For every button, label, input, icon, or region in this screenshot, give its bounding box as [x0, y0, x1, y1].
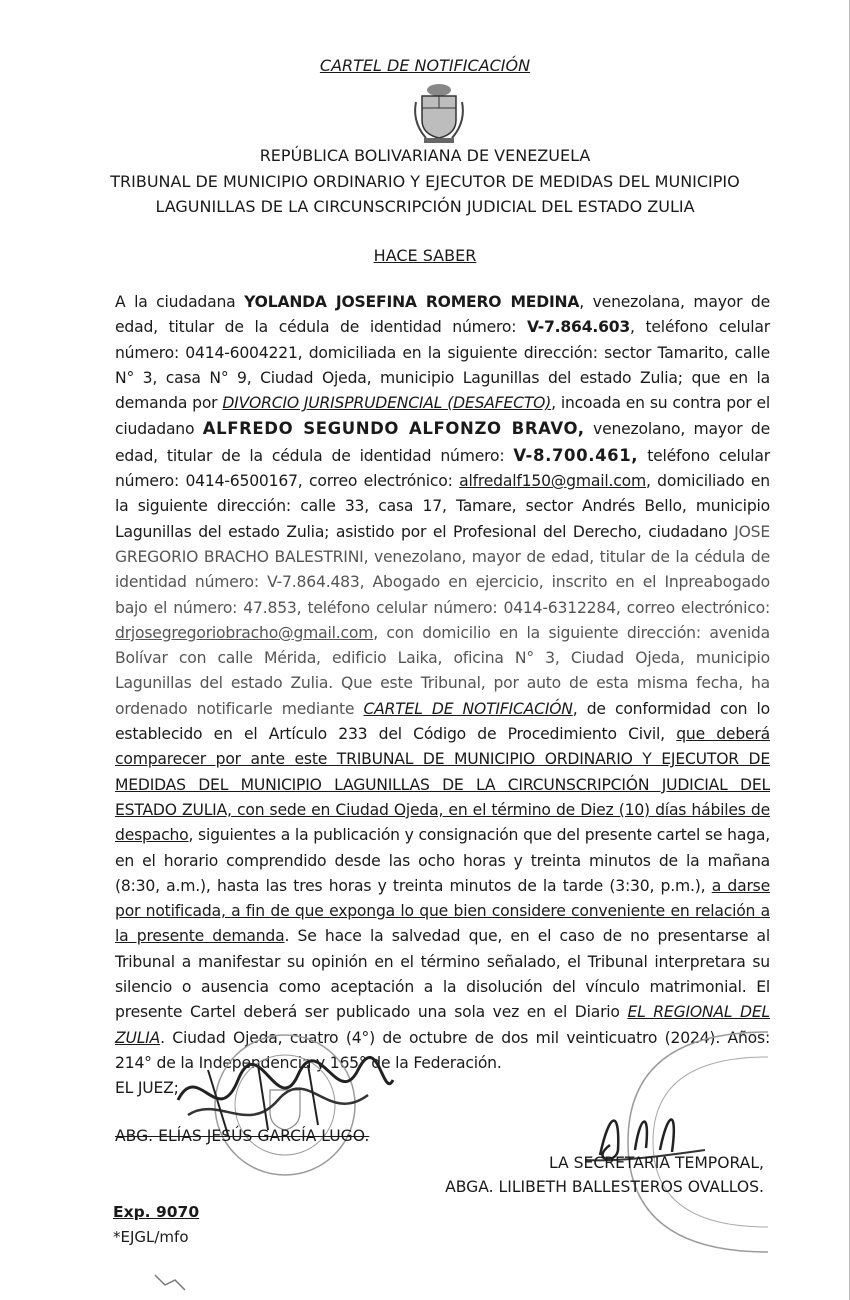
defendant-id: V-7.864.603 [527, 318, 631, 337]
reference-initials: *EJGL/mfo [113, 1228, 189, 1246]
appear-clause: que deberá comparecer por ante este TRIBUNAL DE MUNICIPIO ORDINARIO Y EJECUTOR DE MEDIDAS DEL MUNICIPIO LAGUNILLAS DE LA CIRCUNSCRIPCIÓN JUDICIAL DEL ESTADO ZULIA, con sede en Ciudad Ojeda, en el término de Diez (10) días hábiles de despacho [115, 725, 770, 845]
newspaper-name: EL REGIONAL DEL ZULIA [115, 1003, 770, 1047]
court-heading-line1: TRIBUNAL DE MUNICIPIO ORDINARIO Y EJECUTOR DE MEDIDAS DEL MUNICIPIO [110, 172, 740, 191]
coat-of-arms-icon [412, 82, 466, 144]
body-text-segment: teléfono celular número: 0414-6500167, correo electrónico: [115, 446, 770, 491]
body-text-segment: , de conformidad con lo establecido en el Artículo 233 del Código de Procedimiento Civil, [115, 699, 770, 744]
body-text-segment: . Ciudad Ojeda, cuatro (4°) de octubre de dos mil veinticuatro (2024). Años: 214° de la Independencia y 165° de la Federación. [115, 1028, 770, 1072]
body-text-segment: , teléfono celular número: 0414-6004221, domiciliada en la siguiente dirección: sector Tamarito, calle N° 3, casa N° 9, Ciudad Ojeda, municipio Lagunillas del estado Zulia; que en la demanda por [115, 318, 770, 413]
judge-label: EL JUEZ; [115, 1079, 179, 1098]
hace-saber-heading: HACE SABER [373, 246, 477, 265]
notice-clause: a darse por notificada, a fin de que exponga lo que bien considere conveniente en relación a la presente demanda [115, 876, 770, 946]
secretary-name: ABGA. LILIBETH BALLESTEROS OVALLOS. [445, 1178, 764, 1196]
plaintiff-id: V-8.700.461, [513, 445, 639, 465]
body-text-segment: , incoada en su contra por el ciudadano [115, 394, 771, 439]
plaintiff-email: alfredalf150@gmail.com [459, 472, 646, 491]
body-text-segment: . Se hace la salvedad que, en el caso de no presentarse al Tribunal a manifestar su opinión en el término señalado, el Tribunal interpretara su silencio o ausencia como aceptación a la disolución del vínculo matrimonial. El presente Cartel deberá ser publicado una sola vez en el Diario [115, 927, 770, 1022]
lawyer-name: JOSE GREGORIO BRACHO BALESTRINI [115, 522, 770, 566]
cartel-reference: CARTEL DE NOTIFICACIÓN [363, 699, 573, 718]
body-text-segment: , venezolano, mayor de edad, titular de la cédula de identidad número: V-7.864.483, Abogado en ejercicio, inscrito en el Inpreabogado bajo el número: 47.853, teléfono celular número: 0414-6312284, correo electrónico: [115, 547, 770, 617]
case-file-number: Exp. 9070 [113, 1203, 200, 1221]
notice-body [115, 290, 770, 1102]
body-text-segment: , domiciliado en la siguiente dirección: calle 33, casa 17, Tamare, sector Andrés Bello, municipio Lagunillas del estado Zulia; asistido por el Profesional del Derecho, ciudadano [115, 472, 770, 541]
body-text-segment: , siguientes a la publicación y consignación que del presente cartel se haga, en el horario comprendido desde las ocho horas y treinta minutos de la mañana (8:30, a.m.), hasta las tres horas y treinta minutos de la tarde (3:30, p.m.), [115, 826, 770, 895]
lawyer-email: drjosegregoriobracho@gmail.com [115, 623, 374, 642]
body-text-segment: venezolano, mayor de edad, titular de la cédula de identidad número: [115, 420, 771, 465]
judge-name: ABG. ELÍAS JESÚS GARCÍA LUGO. [115, 1127, 370, 1145]
body-text-segment: A la ciudadana [115, 293, 245, 311]
secretary-title: LA SECRETARIA TEMPORAL, [548, 1154, 764, 1172]
body-text-segment: , venezolana, mayor de edad, titular de la cédula de identidad número: [115, 293, 770, 337]
court-heading-line2: LAGUNILLAS DE LA CIRCUNSCRIPCIÓN JUDICIAL DEL ESTADO ZULIA [155, 197, 695, 216]
republic-heading: REPÚBLICA BOLIVARIANA DE VENEZUELA [259, 146, 591, 165]
case-type: DIVORCIO JURISPRUDENCIAL (DESAFECTO) [222, 394, 552, 413]
document-title: CARTEL DE NOTIFICACIÓN [319, 56, 531, 75]
body-text-segment: , con domicilio en la siguiente dirección: avenida Bolívar con calle Mérida, edificio Laika, oficina N° 3, Ciudad Ojeda, municipio Lagunillas del estado Zulia. Que este Tribunal, por auto de esta misma fecha, ha ordenado notificarle mediante [115, 623, 770, 718]
scan-mark [150, 1270, 190, 1295]
plaintiff-name: ALFREDO SEGUNDO ALFONZO BRAVO, [202, 419, 585, 439]
defendant-name: YOLANDA JOSEFINA ROMERO MEDINA [244, 293, 580, 311]
